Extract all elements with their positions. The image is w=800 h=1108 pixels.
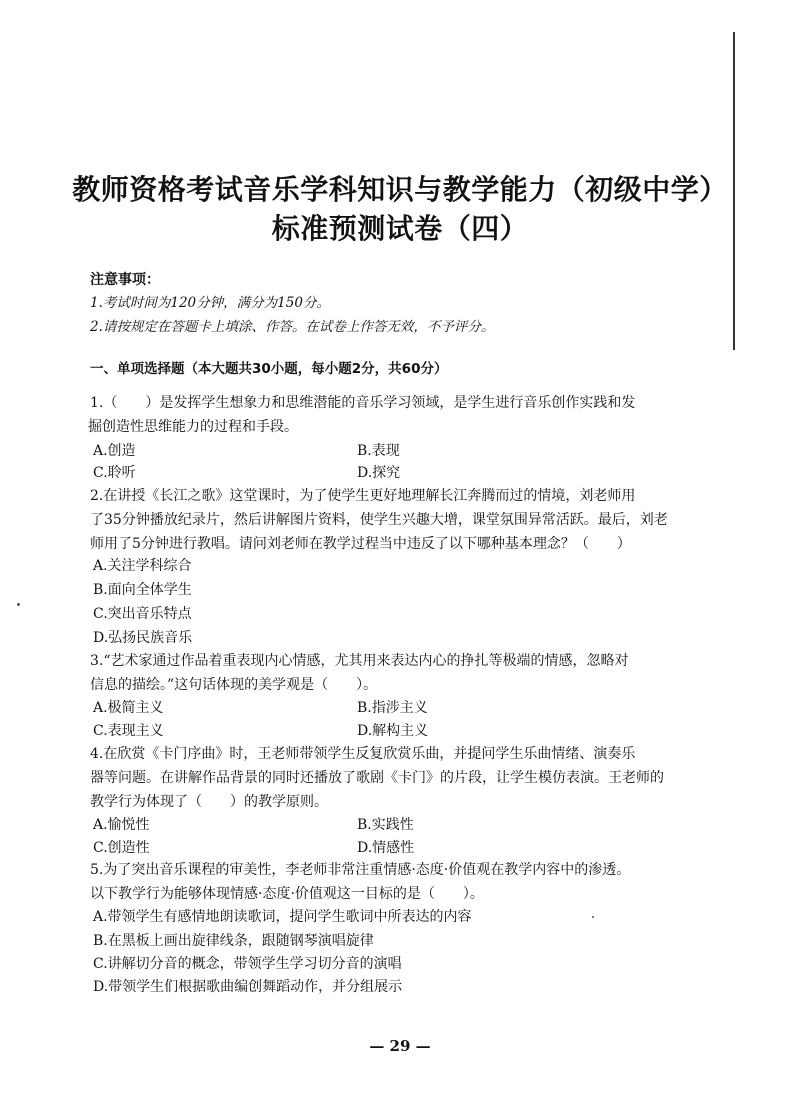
option-d: D.弘扬民族音乐 <box>93 630 193 646</box>
stem-line: 教学行为体现了（ ）的教学原则。 <box>90 794 328 810</box>
option-a: A.带领学生有感情地朗读歌词，提问学生歌词中所表达的内容 <box>93 909 472 925</box>
option-c: C.创造性 <box>93 840 150 856</box>
stem-line: 师用了5分钟进行教唱。请问刘老师在教学过程当中违反了以下哪种基本理念？（ ） <box>90 536 631 552</box>
option-a: A.关注学科综合 <box>93 558 192 574</box>
option-b: B.在黑板上画出旋律线条，跟随钢琴演唱旋律 <box>93 933 374 949</box>
scan-speck <box>17 603 20 606</box>
stem-line: 以下教学行为能够体现情感·态度·价值观这一目标的是（ ）。 <box>90 886 484 902</box>
option-a: A.极简主义 <box>93 700 164 716</box>
question-stem <box>90 858 710 906</box>
page-number: — 29 — <box>369 1037 431 1055</box>
stem-line: 1.（ ）是发挥学生想象力和思维潜能的音乐学习领域，是学生进行音乐创作实践和发 <box>90 395 636 411</box>
section-heading: 一、单项选择题（本大题共30小题，每小题2分，共60分） <box>90 361 448 377</box>
scan-speck <box>592 916 594 918</box>
stem-line: 3.“艺术家通过作品着重表现内心情感，尤其用来表达内心的挣扎等极端的情感，忽略对 <box>90 653 629 669</box>
stem-line: 器等问题。在讲解作品背景的同时还播放了歌剧《卡门》的片段，让学生模仿表演。王老师的 <box>90 770 664 786</box>
option-c: C.聆听 <box>93 465 136 481</box>
stem-line: 信息的描绘。”这句话体现的美学观是（ ）。 <box>90 677 378 693</box>
stem-line: 4.在欣赏《卡门序曲》时，王老师带领学生反复欣赏乐曲，并提问学生乐曲情绪、演奏乐 <box>90 746 636 762</box>
stem-line: 5.为了突出音乐课程的审美性，李老师非常注重情感·态度·价值观在教学内容中的渗透。 <box>90 862 631 878</box>
option-c: C.表现主义 <box>93 723 164 739</box>
question-stem <box>90 484 710 556</box>
option-a: A.愉悦性 <box>93 817 150 833</box>
note-item: 2.请按规定在答题卡上填涂、作答。在试卷上作答无效，不予评分。 <box>90 319 495 335</box>
option-d: D.情感性 <box>357 840 415 856</box>
note-item: 1.考试时间为120分钟，满分为150分。 <box>90 295 330 311</box>
option-b: B.指涉主义 <box>357 700 428 716</box>
option-d: D.解构主义 <box>357 723 429 739</box>
stem-line: 掘创造性思维能力的过程和手段。 <box>88 419 298 435</box>
option-b: B.表现 <box>357 443 400 459</box>
option-c: C.突出音乐特点 <box>93 606 192 622</box>
option-a: A.创造 <box>93 443 136 459</box>
question-stem <box>90 391 710 439</box>
question-stem <box>90 649 710 697</box>
stem-line: 2.在讲授《长江之歌》这堂课时，为了使学生更好地理解长江奔腾而过的情境，刘老师用 <box>90 488 636 504</box>
option-b: B.实践性 <box>357 817 414 833</box>
notes-heading: 注意事项： <box>90 272 160 288</box>
exam-title-line-2: 标准预测试卷（四） <box>271 212 529 245</box>
option-d: D.探究 <box>357 465 401 481</box>
option-b: B.面向全体学生 <box>93 582 192 598</box>
stem-line: 了35分钟播放纪录片，然后讲解图片资料，使学生兴趣大增，课堂氛围异常活跃。最后，刘老 <box>90 512 668 528</box>
question-stem <box>90 742 710 814</box>
exam-title-line-1: 教师资格考试音乐学科知识与教学能力（初级中学） <box>72 173 728 206</box>
option-c: C.讲解切分音的概念，带领学生学习切分音的演唱 <box>93 956 402 972</box>
option-d: D.带领学生们根据歌曲编创舞蹈动作，并分组展示 <box>93 979 403 995</box>
